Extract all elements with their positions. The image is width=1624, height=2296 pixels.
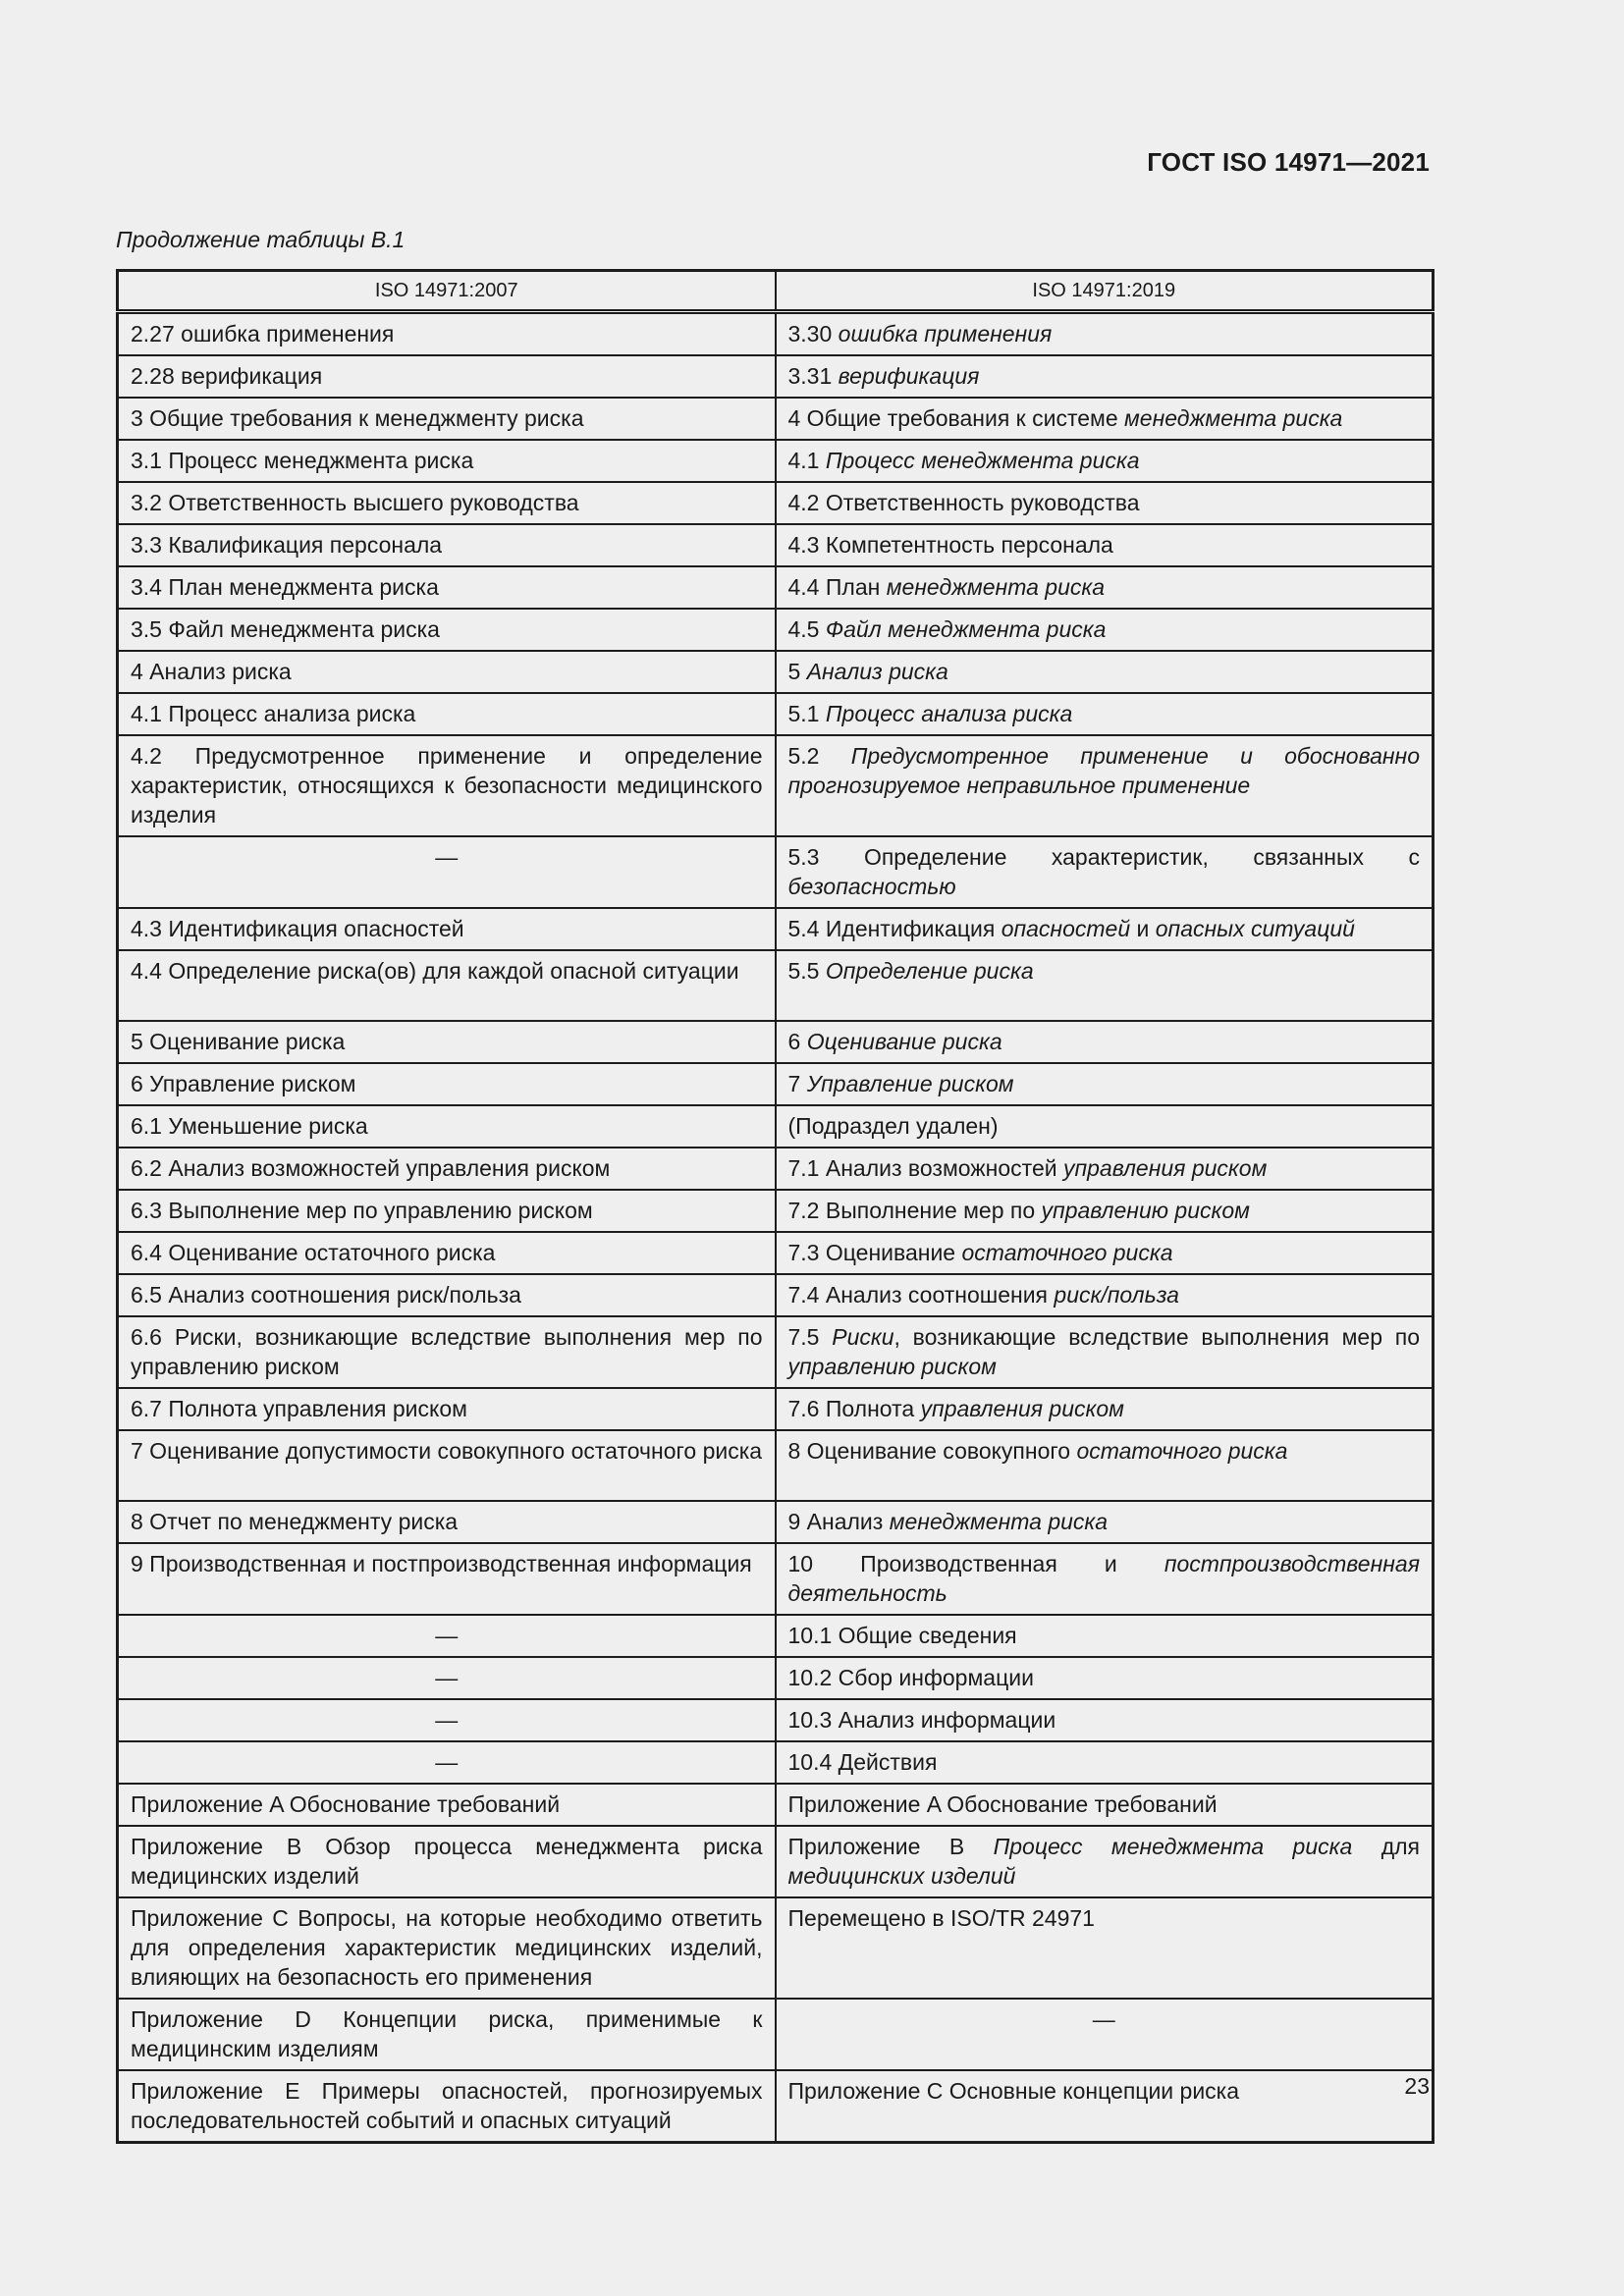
text-segment: — (435, 844, 459, 870)
cell-iso-2007 (118, 1274, 776, 1316)
table-row (118, 1999, 1434, 2070)
italic-term: менеджмента риска (889, 1509, 1109, 1534)
text-segment: 6.6 Риски, возникающие вследствие выполнения мер по управлению риском (131, 1324, 763, 1379)
cell-iso-2019 (776, 836, 1434, 908)
table-row (118, 1501, 1434, 1543)
cell-iso-2007 (118, 1430, 776, 1501)
cell-iso-2019 (776, 609, 1434, 651)
table-row (118, 1826, 1434, 1897)
italic-term: управлению риском (1041, 1198, 1250, 1223)
text-segment: 7.1 Анализ возможностей (787, 1155, 1063, 1181)
italic-term: Риски (832, 1324, 894, 1350)
table-row (118, 1274, 1434, 1316)
italic-term: опасностей (1001, 916, 1131, 941)
text-segment: 3.5 Файл менеджмента риска (131, 616, 440, 642)
table-row (118, 1741, 1434, 1784)
text-segment: 7.6 Полнота (787, 1396, 921, 1421)
text-segment: 5.4 Идентификация (787, 916, 1001, 941)
cell-iso-2019 (776, 1999, 1434, 2070)
cell-iso-2007 (118, 1316, 776, 1388)
cell-iso-2019 (776, 1021, 1434, 1063)
cell-iso-2019 (776, 651, 1434, 693)
italic-term: безопасностью (787, 874, 956, 899)
text-segment: 8 Оценивание совокупного (787, 1438, 1077, 1464)
cell-iso-2019 (776, 1784, 1434, 1826)
cell-iso-2007 (118, 950, 776, 1021)
cell-iso-2007 (118, 693, 776, 735)
italic-term: Оценивание риска (806, 1029, 1002, 1054)
text-segment: — (435, 1749, 459, 1775)
text-segment: 5 (787, 659, 807, 684)
text-segment: 4.3 Идентификация опасностей (131, 916, 464, 941)
italic-term: риск/польза (1054, 1282, 1179, 1308)
table-row (118, 1657, 1434, 1699)
text-segment: 7.2 Выполнение мер по (787, 1198, 1042, 1223)
text-segment: 7 (787, 1071, 807, 1096)
text-segment: Приложение B Обзор процесса менеджмента риска медицинских изделий (131, 1834, 763, 1889)
cell-iso-2019 (776, 1430, 1434, 1501)
cell-iso-2019 (776, 440, 1434, 482)
cell-iso-2007 (118, 1148, 776, 1190)
text-segment: 2.27 ошибка применения (131, 321, 395, 347)
table-row (118, 1388, 1434, 1430)
table-row (118, 440, 1434, 482)
italic-term: Определение риска (825, 958, 1034, 984)
text-segment: (Подраздел удален) (787, 1113, 999, 1139)
cell-iso-2007 (118, 836, 776, 908)
cell-iso-2007 (118, 1105, 776, 1148)
text-segment: 4.1 (787, 448, 826, 473)
table-row (118, 566, 1434, 609)
cell-iso-2007 (118, 2070, 776, 2143)
table-row (118, 1543, 1434, 1615)
cell-iso-2007 (118, 1784, 776, 1826)
table-row (118, 1232, 1434, 1274)
table-row (118, 950, 1434, 1021)
text-segment: и (1130, 916, 1156, 941)
table-row (118, 1063, 1434, 1105)
cell-iso-2007 (118, 1999, 776, 2070)
text-segment: 10 Производственная и (787, 1551, 1164, 1576)
text-segment: 4 Анализ риска (131, 659, 292, 684)
text-segment: 10.3 Анализ информации (787, 1707, 1056, 1733)
table-row (118, 1190, 1434, 1232)
table-row (118, 651, 1434, 693)
cell-iso-2007 (118, 1699, 776, 1741)
table-row (118, 609, 1434, 651)
text-segment: 5.3 Определение характеристик, связанных с (787, 844, 1420, 870)
cell-iso-2019 (776, 1274, 1434, 1316)
cell-iso-2007 (118, 1021, 776, 1063)
column-header-iso-2007: ISO 14971:2007 (118, 271, 776, 312)
cell-iso-2019 (776, 1388, 1434, 1430)
text-segment: 9 Производственная и постпроизводственная информация (131, 1551, 752, 1576)
text-segment: Приложение A Обоснование требований (131, 1791, 561, 1817)
table-row (118, 398, 1434, 440)
text-segment: 3.2 Ответственность высшего руководства (131, 490, 579, 515)
cell-iso-2019 (776, 1826, 1434, 1897)
cell-iso-2007 (118, 1501, 776, 1543)
text-segment: 4.4 Определение риска(ов) для каждой опасной ситуации (131, 958, 739, 984)
italic-term: медицинских изделий (787, 1863, 1016, 1889)
cell-iso-2019 (776, 398, 1434, 440)
text-segment: 3.4 План менеджмента риска (131, 574, 439, 600)
cell-iso-2007 (118, 1232, 776, 1274)
text-segment: 5.5 (787, 958, 826, 984)
italic-term: Процесс менеджмента риска (993, 1834, 1353, 1859)
italic-term: постпроизводственная деятельность (787, 1551, 1420, 1606)
text-segment: Приложение E Примеры опасностей, прогнозируемых последовательностей событий и опасных ситуаций (131, 2078, 763, 2133)
text-segment: 2.28 верификация (131, 363, 323, 389)
italic-term: управления риском (920, 1396, 1124, 1421)
cell-iso-2007 (118, 908, 776, 950)
cell-iso-2019 (776, 693, 1434, 735)
cell-iso-2007 (118, 566, 776, 609)
text-segment: , возникающие вследствие выполнения мер по (893, 1324, 1420, 1350)
table-row (118, 735, 1434, 836)
text-segment: для (1352, 1834, 1420, 1859)
text-segment: 4 Общие требования к системе (787, 405, 1125, 431)
text-segment: Приложение B (787, 1834, 994, 1859)
table-row (118, 908, 1434, 950)
document-designation: ГОСТ ISO 14971—2021 (1147, 147, 1430, 177)
cell-iso-2019 (776, 1615, 1434, 1657)
text-segment: 6 Управление риском (131, 1071, 356, 1096)
table-row (118, 1148, 1434, 1190)
italic-term: остаточного риска (961, 1240, 1173, 1265)
table-caption: Продолжение таблицы B.1 (116, 227, 406, 252)
cell-iso-2007 (118, 609, 776, 651)
cell-iso-2019 (776, 1657, 1434, 1699)
cell-iso-2019 (776, 1501, 1434, 1543)
text-segment: 6.5 Анализ соотношения риск/польза (131, 1282, 521, 1308)
cell-iso-2007 (118, 524, 776, 566)
cell-iso-2007 (118, 735, 776, 836)
cell-iso-2007 (118, 1897, 776, 1999)
text-segment: 10.1 Общие сведения (787, 1623, 1017, 1648)
text-segment: 6.2 Анализ возможностей управления риском (131, 1155, 611, 1181)
cell-iso-2019 (776, 524, 1434, 566)
column-header-iso-2019: ISO 14971:2019 (776, 271, 1434, 312)
table-header-row (118, 271, 1434, 312)
text-segment: — (435, 1707, 459, 1733)
cell-iso-2019 (776, 1543, 1434, 1615)
cell-iso-2007 (118, 1615, 776, 1657)
cell-iso-2007 (118, 355, 776, 398)
table-row (118, 355, 1434, 398)
italic-term: остаточного риска (1076, 1438, 1288, 1464)
table-row (118, 1784, 1434, 1826)
text-segment: Приложение C Вопросы, на которые необходимо ответить для определения характеристик медицинских изделий, влияющих на безопасность его применения (131, 1905, 763, 1990)
table-row (118, 1105, 1434, 1148)
italic-term: управления риском (1062, 1155, 1268, 1181)
text-segment: 6 (787, 1029, 807, 1054)
cell-iso-2019 (776, 482, 1434, 524)
text-segment: 3 Общие требования к менеджменту риска (131, 405, 584, 431)
text-segment: — (1092, 2006, 1115, 2032)
cell-iso-2019 (776, 312, 1434, 356)
text-segment: 7 Оценивание допустимости совокупного остаточного риска (131, 1438, 763, 1464)
text-segment: 5.1 (787, 701, 826, 726)
italic-term: Процесс менеджмента риска (825, 448, 1140, 473)
text-segment: 6.3 Выполнение мер по управлению риском (131, 1198, 593, 1223)
text-segment: 7.5 (787, 1324, 833, 1350)
cell-iso-2019 (776, 2070, 1434, 2143)
text-segment: 9 Анализ (787, 1509, 890, 1534)
table-row (118, 482, 1434, 524)
cell-iso-2007 (118, 1388, 776, 1430)
text-segment: 10.4 Действия (787, 1749, 938, 1775)
table-row (118, 1430, 1434, 1501)
text-segment: 7.4 Анализ соотношения (787, 1282, 1055, 1308)
page-number: 23 (1404, 2073, 1430, 2099)
cell-iso-2019 (776, 566, 1434, 609)
text-segment: 4.4 План (787, 574, 887, 600)
table-row (118, 693, 1434, 735)
text-segment: 4.1 Процесс анализа риска (131, 701, 416, 726)
italic-term: управлению риском (787, 1354, 997, 1379)
cell-iso-2019 (776, 1316, 1434, 1388)
cell-iso-2019 (776, 355, 1434, 398)
text-segment: 4.3 Компетентность персонала (787, 532, 1113, 558)
cell-iso-2019 (776, 1232, 1434, 1274)
text-segment: Перемещено в ISO/TR 24971 (787, 1905, 1095, 1931)
cell-iso-2019 (776, 1897, 1434, 1999)
cell-iso-2007 (118, 1741, 776, 1784)
table-row (118, 1699, 1434, 1741)
text-segment: 3.3 Квалификация персонала (131, 532, 443, 558)
cell-iso-2019 (776, 1190, 1434, 1232)
cell-iso-2007 (118, 651, 776, 693)
italic-term: Управление риском (806, 1071, 1014, 1096)
italic-term: верификация (838, 363, 980, 389)
text-segment: 4.2 Ответственность руководства (787, 490, 1140, 515)
cell-iso-2019 (776, 908, 1434, 950)
italic-term: Процесс анализа риска (825, 701, 1073, 726)
correspondence-table (116, 269, 1435, 2144)
text-segment: 3.31 (787, 363, 839, 389)
table-row (118, 312, 1434, 356)
text-segment: Приложение D Концепции риска, применимые к медицинским изделиям (131, 2006, 763, 2061)
cell-iso-2007 (118, 1063, 776, 1105)
cell-iso-2007 (118, 1657, 776, 1699)
cell-iso-2019 (776, 1105, 1434, 1148)
text-segment: 6.7 Полнота управления риском (131, 1396, 467, 1421)
table-row (118, 1316, 1434, 1388)
text-segment: 6.4 Оценивание остаточного риска (131, 1240, 496, 1265)
text-segment: Приложение C Основные концепции риска (787, 2078, 1240, 2104)
cell-iso-2007 (118, 1190, 776, 1232)
text-segment: 6.1 Уменьшение риска (131, 1113, 368, 1139)
table-row (118, 1615, 1434, 1657)
table-body (118, 312, 1434, 2143)
cell-iso-2007 (118, 482, 776, 524)
text-segment: 3.1 Процесс менеджмента риска (131, 448, 474, 473)
text-segment: 5 Оценивание риска (131, 1029, 346, 1054)
italic-term: ошибка применения (838, 321, 1053, 347)
italic-term: Файл менеджмента риска (825, 616, 1107, 642)
cell-iso-2019 (776, 735, 1434, 836)
italic-term: Анализ риска (806, 659, 948, 684)
text-segment: — (435, 1623, 459, 1648)
text-segment: 3.30 (787, 321, 839, 347)
cell-iso-2007 (118, 1826, 776, 1897)
cell-iso-2007 (118, 398, 776, 440)
cell-iso-2019 (776, 950, 1434, 1021)
text-segment: — (435, 1665, 459, 1690)
cell-iso-2019 (776, 1148, 1434, 1190)
italic-term: Предусмотренное применение и обоснованно прогнозируемое неправильное применение (787, 743, 1420, 798)
text-segment: 10.2 Сбор информации (787, 1665, 1034, 1690)
table-row (118, 1897, 1434, 1999)
italic-term: опасных ситуаций (1155, 916, 1355, 941)
text-segment: 8 Отчет по менеджменту риска (131, 1509, 459, 1534)
italic-term: менеджмента риска (1124, 405, 1343, 431)
text-segment: Приложение A Обоснование требований (787, 1791, 1218, 1817)
italic-term: менеджмента риска (886, 574, 1106, 600)
cell-iso-2019 (776, 1699, 1434, 1741)
table-row (118, 836, 1434, 908)
cell-iso-2019 (776, 1741, 1434, 1784)
cell-iso-2019 (776, 1063, 1434, 1105)
cell-iso-2007 (118, 440, 776, 482)
text-segment: 4.5 (787, 616, 826, 642)
table-row (118, 2070, 1434, 2143)
text-segment: 4.2 Предусмотренное применение и определение характеристик, относящихся к безопасности медицинского изделия (131, 743, 763, 828)
cell-iso-2007 (118, 1543, 776, 1615)
text-segment: 7.3 Оценивание (787, 1240, 962, 1265)
cell-iso-2007 (118, 312, 776, 356)
text-segment: 5.2 (787, 743, 851, 769)
table-row (118, 1021, 1434, 1063)
table-row (118, 524, 1434, 566)
